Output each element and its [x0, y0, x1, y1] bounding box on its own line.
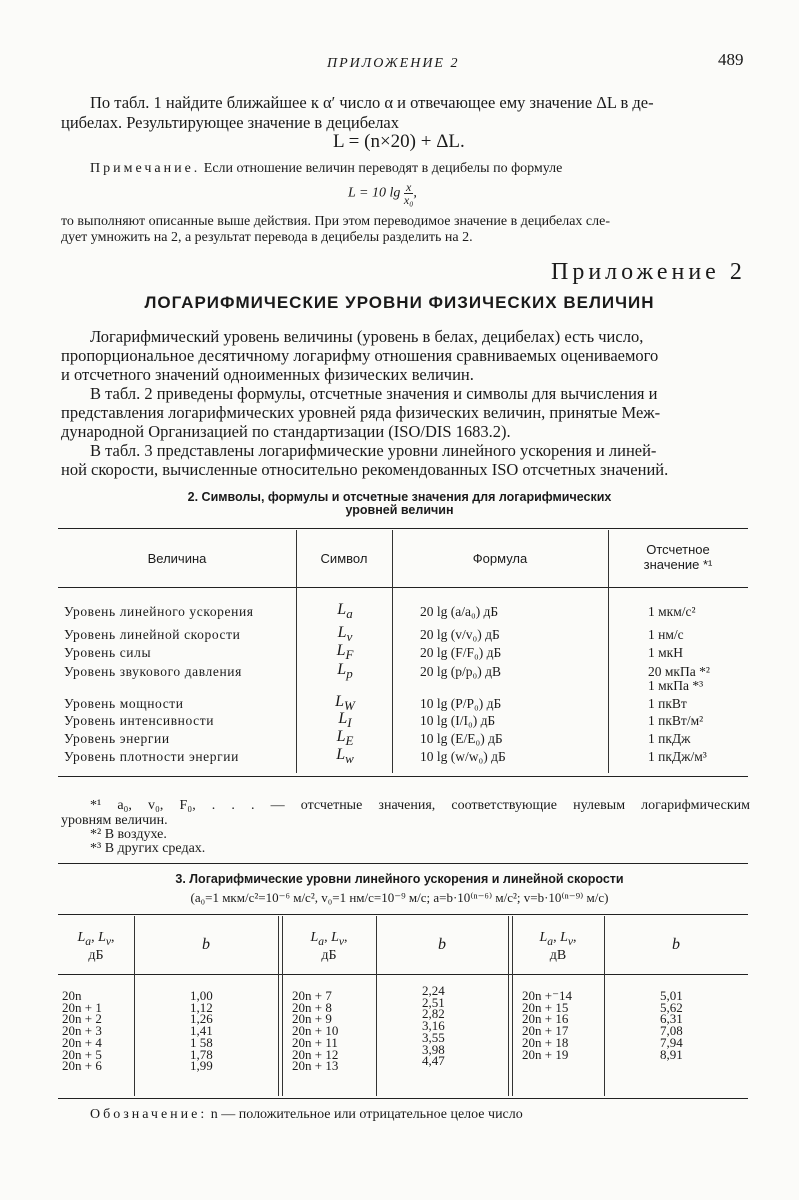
- sub-v: v: [338, 934, 345, 948]
- table3-cell: 20n + 4: [62, 1034, 102, 1050]
- table3-top-rule: [58, 914, 748, 915]
- symbol-subscript: E: [345, 733, 354, 749]
- paragraph-1-line-2: пропорциональное десятичному логарифму отношения сравниваемых оцениваемого: [61, 346, 659, 365]
- table3-note: [90, 1106, 523, 1123]
- comma: ,: [324, 930, 328, 945]
- table3-bottom-rule: [58, 1098, 748, 1099]
- appendix-label: Приложение 2: [551, 259, 746, 285]
- quantity-name: Уровень интенсивности: [64, 713, 215, 728]
- intro-line-1: По табл. 1 найдите ближайшее к α′ число α и отвечающее ему значение ΔL в де-: [90, 93, 654, 112]
- table2-row: [0, 642, 799, 663]
- symbol-subscript: v: [346, 629, 353, 645]
- page-number: 489: [718, 50, 744, 69]
- level-symbol: L: [539, 930, 548, 945]
- table3-note-label: Обозначение:: [90, 1107, 208, 1122]
- table2-row: [0, 624, 799, 645]
- note-formula: [348, 181, 417, 206]
- level-formula: 10 lg (w/w₀) дБ: [420, 749, 506, 764]
- unit-dv: дВ: [549, 947, 567, 963]
- table2-row: [0, 693, 799, 714]
- table2-header-rule: [58, 587, 748, 588]
- table3-header-level-2: [282, 930, 376, 964]
- quantity-name: Уровень линейной скорости: [64, 627, 241, 642]
- table2-header-reference-1: Отсчетное: [646, 542, 710, 557]
- table3-header-b-2: b: [438, 936, 446, 953]
- table3-cell: 20n + 2: [62, 1011, 102, 1027]
- sub-v: v: [105, 934, 112, 948]
- table3-header-level-1: [58, 930, 134, 964]
- paragraph-3-line-1: В табл. 3 представлены логарифмические уровни линейного ускорения и линей-: [90, 441, 657, 460]
- table3-cell: 5,62: [660, 999, 683, 1015]
- table3-cell: 20n +⁻14: [522, 988, 572, 1003]
- level-symbol: [300, 642, 390, 663]
- reference-value: 1 мкН: [648, 645, 683, 660]
- table3-cell: 1 58: [190, 1034, 213, 1050]
- table2-row: [0, 661, 799, 693]
- fraction-denominator: x₀: [403, 193, 414, 207]
- table3-cell: 20n + 18: [522, 1034, 569, 1050]
- table3-cell: 3,98: [422, 1041, 445, 1057]
- level-symbol: L: [331, 930, 339, 945]
- table2-bottom-rule: [58, 776, 748, 777]
- table3-header-level-3: [512, 930, 604, 964]
- note-text: Если отношение величин переводят в децибелы по формуле: [203, 161, 563, 176]
- table3-cell: 4,47: [422, 1053, 445, 1069]
- table3-cell: 20n + 1: [62, 999, 102, 1015]
- level-symbol: L: [77, 930, 86, 945]
- table3-cell: 20n + 12: [292, 1046, 339, 1062]
- table3-column-levels-2: [292, 990, 338, 1072]
- table3-column-b-1: [190, 990, 213, 1072]
- table3-header-rule: [58, 974, 748, 975]
- section-title: ЛОГАРИФМИЧЕСКИЕ УРОВНИ ФИЗИЧЕСКИХ ВЕЛИЧИН: [144, 293, 655, 312]
- note-line-1: [90, 160, 562, 177]
- table2-caption-2: уровней величин: [345, 503, 454, 517]
- symbol-letter: L: [336, 728, 346, 745]
- table3-cell: 20n + 6: [62, 1058, 102, 1074]
- paragraph-1-line-1: Логарифмический уровень величины (уровень в белах, децибелах) есть число,: [90, 327, 644, 346]
- table3-caption: 3. Логарифмические уровни линейного ускорения и линейной скорости: [175, 872, 624, 886]
- table2-row: [0, 710, 799, 731]
- note-line-3: то выполняют описанные выше действия. При этом переводимое значение в децибелах сле-: [61, 214, 610, 229]
- paragraph-2-line-2: представления логарифмических уровней ряда физических величин, принятые Меж-: [61, 403, 661, 422]
- level-symbol: L: [98, 930, 106, 945]
- paragraph-1-line-3: и отсчетного значений одноименных физических величин.: [61, 365, 474, 384]
- table3-cell: 2,24: [422, 983, 445, 998]
- reference-value: 1 нм/с: [648, 627, 684, 642]
- level-formula: 20 lg (F/F₀) дБ: [420, 645, 502, 660]
- reference-value: 1 мкм/с²: [648, 604, 696, 619]
- symbol-letter: L: [336, 746, 346, 763]
- unit-db: дБ: [321, 947, 337, 963]
- table3-cell: 7,94: [660, 1034, 683, 1050]
- table3-column-levels-1: [62, 990, 102, 1072]
- table3-column-b-3: [660, 990, 683, 1060]
- intro-formula: L = (n×20) + ΔL.: [333, 131, 465, 152]
- running-head: ПРИЛОЖЕНИЕ 2: [327, 56, 460, 71]
- reference-value-2: 1 мкПа *³: [648, 678, 704, 693]
- table2-top-rule: [58, 528, 748, 529]
- sub-a: a: [547, 934, 554, 948]
- symbol-subscript: F: [345, 647, 354, 663]
- table3-cell: 5,01: [660, 988, 683, 1003]
- fraction-numerator: x: [404, 181, 414, 194]
- level-formula: 10 lg (E/E₀) дБ: [420, 731, 503, 746]
- unit-db: дБ: [88, 947, 104, 963]
- table3-cell: 20n + 3: [62, 1023, 102, 1039]
- symbol-subscript: p: [346, 666, 353, 682]
- level-symbol: [300, 661, 390, 682]
- table3-cell: 20n + 16: [522, 1011, 569, 1027]
- reference-value: 1 пкДж: [648, 731, 691, 746]
- table3-cell: 20n + 10: [292, 1023, 339, 1039]
- quantity-name: Уровень плотности энергии: [64, 749, 239, 764]
- table2-header-symbol: Символ: [320, 551, 368, 566]
- comma: ,: [91, 930, 95, 945]
- table3-cell: 2,51: [422, 994, 445, 1010]
- paragraph-2-line-1: В табл. 2 приведены формулы, отсчетные значения и символы для вычисления и: [90, 384, 658, 403]
- reference-value: 1 пкВт/м²: [648, 713, 704, 728]
- quantity-name: Уровень мощности: [64, 696, 184, 711]
- table3-cell: 3,16: [422, 1018, 445, 1034]
- intro-line-2: цибелах. Результирующее значение в децибелах: [61, 113, 400, 132]
- level-formula: 10 lg (P/P₀) дБ: [420, 696, 502, 711]
- level-formula: 10 lg (I/I₀) дБ: [420, 713, 496, 728]
- table2-header-formula: Формула: [472, 551, 528, 566]
- symbol-letter: L: [337, 624, 347, 641]
- comma: ,: [344, 930, 348, 945]
- level-formula: 20 lg (p/p₀) дВ: [420, 664, 501, 679]
- table3-cell: 1,00: [190, 988, 213, 1003]
- symbol-subscript: a: [346, 606, 353, 622]
- table3-note-text: n — положительное или отрицательное целое число: [210, 1107, 523, 1122]
- table3-cell: 3,55: [422, 1029, 445, 1045]
- table3-cell: 20n + 19: [522, 1046, 569, 1062]
- table3-column-levels-3: [522, 990, 572, 1060]
- table3-header-b-1: b: [202, 936, 210, 953]
- level-symbol: L: [310, 930, 319, 945]
- symbol-subscript: W: [344, 698, 355, 714]
- sub-v: v: [567, 934, 574, 948]
- table3-column-b-2: [422, 985, 445, 1067]
- comma: ,: [553, 930, 557, 945]
- quantity-name: Уровень линейного ускорения: [64, 604, 254, 619]
- table3-header-b-3: b: [672, 936, 680, 953]
- table2-header-reference-2: значение *¹: [643, 557, 713, 572]
- sub-a: a: [85, 934, 92, 948]
- table3-cell: 20n + 5: [62, 1046, 102, 1062]
- table2-footnote-2: *² В воздухе.: [90, 827, 167, 842]
- reference-value: 20 мкПа *²: [648, 664, 710, 679]
- table2-footnote-3: *³ В других средах.: [90, 841, 206, 856]
- table3-subcaption: (a₀=1 мкм/с²=10⁻⁶ м/с², v₀=1 нм/с=10⁻⁹ м/с; a=b·10⁽ⁿ⁻⁶⁾ м/с²; v=b·10⁽ⁿ⁻⁹⁾ м/с): [190, 890, 609, 905]
- symbol-subscript: I: [347, 715, 352, 731]
- symbol-letter: L: [336, 642, 346, 659]
- table3-cell: 20n: [62, 988, 82, 1003]
- reference-value: 1 пкВт: [648, 696, 687, 711]
- table3-cell: 2,82: [422, 1006, 445, 1022]
- table3-cell: 20n + 11: [292, 1034, 338, 1050]
- quantity-name: Уровень силы: [64, 645, 152, 660]
- table3-cell: 8,91: [660, 1046, 683, 1062]
- note-formula-comma: ,: [413, 185, 417, 201]
- level-symbol: [300, 746, 390, 767]
- level-formula: 20 lg (v/v₀) дБ: [420, 627, 500, 642]
- symbol-letter: L: [337, 661, 347, 678]
- level-symbol: [300, 601, 390, 622]
- table2-header-quantity: Величина: [147, 551, 207, 566]
- table2-footnote-1: *¹ a₀, v₀, F₀, . . . — отсчетные значения, соответствующие нулевым логарифмическим: [90, 798, 750, 813]
- table3-separator-rule: [58, 863, 748, 864]
- table2-caption-1: 2. Символы, формулы и отсчетные значения для логарифмических: [187, 490, 612, 504]
- table3-cell: 1,41: [190, 1023, 213, 1039]
- note-formula-left: L = 10 lg: [348, 185, 401, 201]
- comma: ,: [573, 930, 577, 945]
- paragraph-3-line-2: ной скорости, вычисленные относительно рекомендованных ISO отсчетных значений.: [61, 460, 669, 479]
- table2-row: [0, 601, 799, 622]
- quantity-name: Уровень звукового давления: [64, 664, 242, 679]
- level-formula: 20 lg (a/a₀) дБ: [420, 604, 499, 619]
- table3-cell: 1,12: [190, 999, 213, 1015]
- table3-cell: 20n + 17: [522, 1023, 569, 1039]
- sub-a: a: [318, 934, 325, 948]
- table3-cell: 20n + 13: [292, 1058, 339, 1074]
- note-fraction: [404, 181, 414, 206]
- table3-cell: 20n + 7: [292, 988, 332, 1003]
- table3-cell: 20n + 15: [522, 999, 569, 1015]
- symbol-letter: L: [335, 693, 345, 710]
- paragraph-2-line-3: дународной Организацией по стандартизации (ISO/DIS 1683.2).: [61, 422, 511, 441]
- table2-row: [0, 728, 799, 749]
- symbol-subscript: w: [345, 751, 354, 767]
- table2-row: [0, 746, 799, 767]
- table3-cell: 1,99: [190, 1058, 213, 1074]
- quantity-name: Уровень энергии: [64, 731, 170, 746]
- note-line-4: дует умножить на 2, а результат перевода в децибелы разделить на 2.: [61, 230, 473, 245]
- table3-cell: 6,31: [660, 1011, 683, 1027]
- table3-cell: 1,26: [190, 1011, 213, 1027]
- reference-value: 1 пкДж/м³: [648, 749, 707, 764]
- symbol-letter: L: [337, 601, 347, 618]
- symbol-letter: L: [338, 710, 348, 727]
- table3-cell: 7,08: [660, 1023, 683, 1039]
- table2-footnote-1-cont: уровням величин.: [61, 813, 168, 828]
- comma: ,: [111, 930, 115, 945]
- table3-cell: 20n + 8: [292, 999, 332, 1015]
- note-label: Примечание.: [90, 161, 201, 176]
- table3-cell: 20n + 9: [292, 1011, 332, 1027]
- level-symbol: L: [560, 930, 568, 945]
- table3-cell: 1,78: [190, 1046, 213, 1062]
